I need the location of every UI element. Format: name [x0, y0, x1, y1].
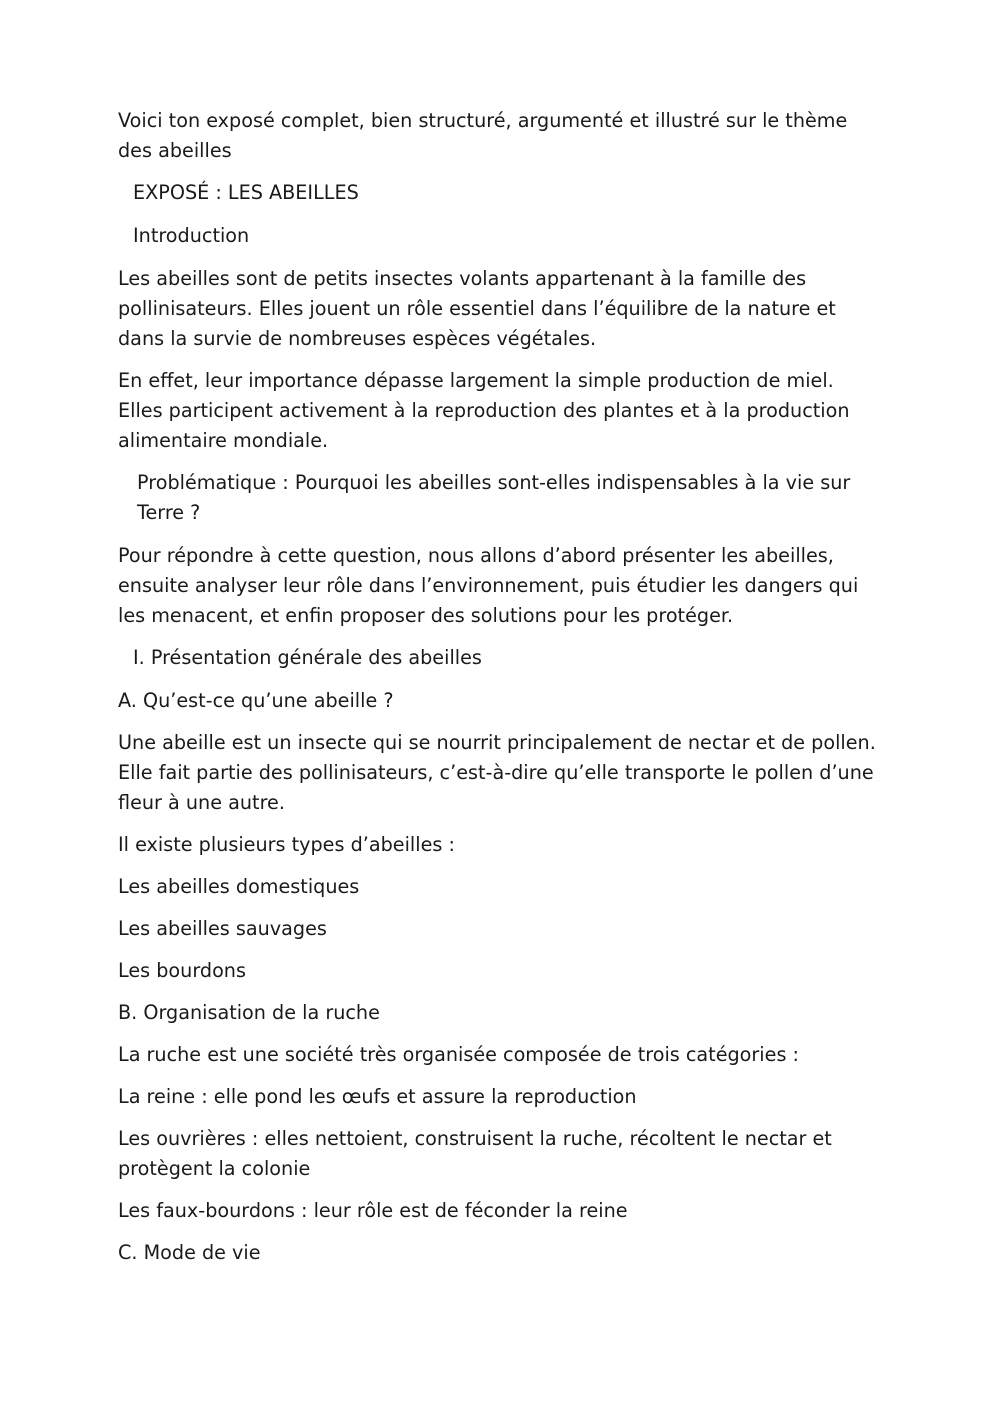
hive-intro-paragraph: La ruche est une société très organisée composée de trois catégories : [118, 1043, 800, 1066]
introduction-paragraph-2: En effet, leur importance dépasse largement la simple production de miel. Elles participent activement à la reproduction des plantes et à la production alimentaire mondiale. [118, 369, 850, 452]
part-1-heading: I. Présentation générale des abeilles [133, 646, 482, 669]
document-body [118, 106, 880, 1280]
intro-note-paragraph: Voici ton exposé complet, bien structuré, argumenté et illustré sur le thème des abeilles [118, 109, 848, 162]
list-item: La reine : elle pond les œufs et assure la reproduction [118, 1085, 637, 1108]
bee-definition-paragraph: Une abeille est un insecte qui se nourrit principalement de nectar et de pollen. Elle fait partie des pollinisateurs, c’est-à-dire qu’elle transporte le pollen d’une fleur à une autre. [118, 731, 876, 814]
introduction-heading: Introduction [133, 224, 250, 247]
section-a-heading: A. Qu’est-ce qu’une abeille ? [118, 689, 394, 712]
problematique-paragraph: Problématique : Pourquoi les abeilles sont-elles indispensables à la vie sur Terre ? [137, 471, 851, 524]
list-item: Les faux-bourdons : leur rôle est de féconder la reine [118, 1199, 628, 1222]
introduction-paragraph-1: Les abeilles sont de petits insectes volants appartenant à la famille des pollinisateurs. Elles jouent un rôle essentiel dans l’équilibre de la nature et dans la survie de nombreuses espèces végétales. [118, 267, 836, 350]
list-item: Les abeilles sauvages [118, 917, 327, 940]
plan-announcement-paragraph: Pour répondre à cette question, nous allons d’abord présenter les abeilles, ensuite analyser leur rôle dans l’environnement, puis étudier les dangers qui les menacent, et enfin proposer des solutions pour les protéger. [118, 544, 859, 627]
list-item: Les ouvrières : elles nettoient, construisent la ruche, récoltent le nectar et protègent la colonie [118, 1127, 832, 1180]
list-item: Les abeilles domestiques [118, 875, 360, 898]
bee-types-intro-paragraph: Il existe plusieurs types d’abeilles : [118, 833, 455, 856]
document-title-heading: EXPOSÉ : LES ABEILLES [133, 181, 359, 204]
section-c-heading: C. Mode de vie [118, 1241, 261, 1264]
list-item: Les bourdons [118, 959, 246, 982]
section-b-heading: B. Organisation de la ruche [118, 1001, 380, 1024]
